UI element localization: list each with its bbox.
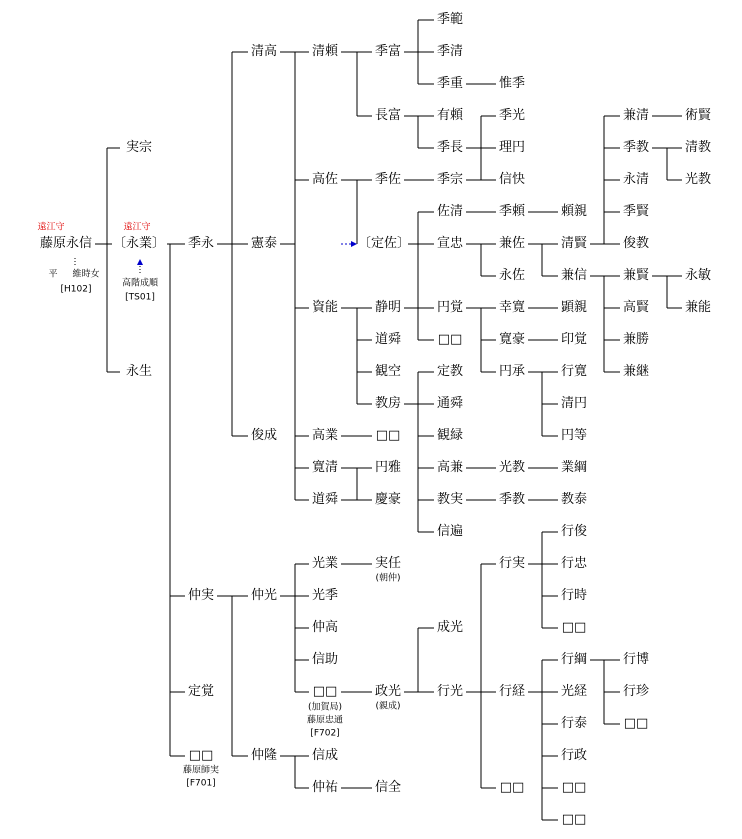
node-yukizane: 行実 [498, 556, 526, 571]
node-takanari-child: □□ [375, 428, 401, 443]
node-sq-yt2: □□ [561, 812, 587, 827]
node-suekiyo: 季清 [436, 44, 464, 59]
node-nobuyoshi: 信快 [498, 172, 526, 187]
node-nobuzen: 信全 [374, 780, 402, 795]
node-enra: 円等 [560, 428, 588, 443]
node-shino: 資能 [311, 300, 339, 315]
node-tsujun: 通舜 [436, 396, 464, 411]
note-ts01: [TS01] [125, 292, 155, 303]
note-fujiwara-morozane: 藤原師実 [182, 765, 220, 776]
node-jousa: 〔定佐〕 [357, 236, 411, 251]
node-kanku: 観空 [374, 364, 402, 379]
node-enkan: 円覚 [436, 300, 464, 315]
node-yukihiro-2: 行博 [622, 652, 650, 667]
node-suenori-2: 季教 [622, 140, 650, 155]
note-f701: [F701] [186, 778, 216, 789]
node-shinpen: 信遍 [436, 524, 464, 539]
node-suetomi: 季富 [374, 44, 402, 59]
node-nakazane: 仲実 [187, 588, 215, 603]
node-kiyotaka: 清高 [250, 44, 278, 59]
node-sq-kaga: □□ [312, 684, 338, 699]
node-yukitada: 行忠 [560, 556, 588, 571]
node-jokaku: 定覚 [187, 684, 215, 699]
node-suemune: 季宗 [436, 172, 464, 187]
node-yukitoshi: 行俊 [560, 524, 588, 539]
node-yukihiro: 行寛 [560, 364, 588, 379]
node-sq-yt3: □□ [623, 716, 649, 731]
node-fujiwara-naganobu: 藤原永信 [39, 236, 93, 251]
node-suerai: 季頼 [498, 204, 526, 219]
node-jutsuken: 術賢 [684, 108, 712, 123]
node-kanho: 寛豪 [498, 332, 526, 347]
node-jomei: 静明 [374, 300, 402, 315]
node-mitsunori: 光教 [684, 172, 712, 187]
node-dousyun-2: 道舜 [374, 332, 402, 347]
node-suesige: 季重 [436, 76, 464, 91]
note-korehime: 維時女 [72, 269, 100, 280]
node-suesuke: 季佐 [374, 172, 402, 187]
node-takasuke: 高佐 [311, 172, 339, 187]
node-narimitsu: 成光 [436, 620, 464, 635]
node-yukitsune: 行経 [498, 684, 526, 699]
node-kyobou: 教房 [374, 396, 402, 411]
node-mitsunari: 光業 [311, 556, 339, 571]
note-kaganotsubone: (加賀局) [307, 702, 343, 713]
node-masamitsu: 政光 [374, 684, 402, 699]
arrow-up-icon [137, 259, 143, 265]
node-kiyokata: 清賢 [560, 236, 588, 251]
node-nakataka: 仲隆 [250, 748, 278, 763]
node-ariyori: 有頼 [436, 108, 464, 123]
node-sanemune: 実宗 [125, 140, 153, 155]
node-kanenobu: 兼信 [560, 268, 588, 283]
node-kenshin: 顕親 [560, 300, 588, 315]
node-kansei: 寛清 [311, 460, 339, 475]
node-sanenin: 実任 [374, 556, 402, 571]
node-ml-sq: □□ [437, 332, 463, 347]
node-shinsei: 信成 [311, 748, 339, 763]
node-sq-yz: □□ [561, 620, 587, 635]
node-sakiyo: 佐清 [436, 204, 464, 219]
node-enga: 円雅 [374, 460, 402, 475]
node-kaneyoshi: 兼能 [684, 300, 712, 315]
node-sq-yukimitsu: □□ [499, 780, 525, 795]
node-kyotai: 教泰 [560, 492, 588, 507]
node-dousyun-1: 道舜 [311, 492, 339, 507]
node-eisei: 永生 [125, 364, 153, 379]
node-rien: 理円 [498, 140, 526, 155]
node-kenta: 憲泰 [250, 236, 278, 251]
node-kanetsugu: 兼継 [622, 364, 650, 379]
note-taira: 平 [48, 269, 58, 280]
node-nakataka-2: 仲高 [311, 620, 339, 635]
node-nakasuke: 仲祐 [311, 780, 339, 795]
node-nagatoshi: 永敏 [684, 268, 712, 283]
node-suenaga-2: 季長 [436, 140, 464, 155]
note-takashina: 高階成順 [121, 278, 159, 289]
node-nagasuke: 永佐 [498, 268, 526, 283]
node-jokyo: 定教 [436, 364, 464, 379]
node-kanekata: 兼賢 [622, 268, 650, 283]
node-yukimasa: 行政 [560, 748, 588, 763]
node-nakamitsu: 仲光 [250, 588, 278, 603]
node-takakata: 高賢 [622, 300, 650, 315]
node-kokan: 幸寛 [498, 300, 526, 315]
node-suekyo: 季教 [498, 492, 526, 507]
arrow-right-icon [351, 241, 357, 247]
node-yukitoki: 行時 [560, 588, 588, 603]
node-kanekiyo: 兼清 [622, 108, 650, 123]
node-kanesuke: 兼佐 [498, 236, 526, 251]
node-sq-yt1: □□ [561, 780, 587, 795]
node-iesue: 惟季 [498, 76, 526, 91]
note-f702: [F702] [310, 728, 340, 739]
node-seien: 清円 [560, 396, 588, 411]
node-kiyoyori: 清頼 [311, 44, 339, 59]
node-nagakiyo: 永清 [622, 172, 650, 187]
node-mitsusue: 光季 [311, 588, 339, 603]
node-kanekatsu: 兼勝 [622, 332, 650, 347]
node-kanroku: 観緑 [436, 428, 464, 443]
node-mitsutsune: 光経 [560, 684, 588, 699]
note-fujiwara-tadamichi: 藤原忠通 [306, 715, 344, 726]
node-suemitsu: 季光 [498, 108, 526, 123]
note-h102: [H102] [60, 284, 92, 295]
node-suenori: 季範 [436, 12, 464, 27]
node-sq-left: □□ [188, 748, 214, 763]
node-yukichin: 行珍 [622, 684, 650, 699]
node-kokyo: 光教 [498, 460, 526, 475]
node-yukitsuna: 行綱 [560, 652, 588, 667]
node-kiyonori: 清教 [684, 140, 712, 155]
node-inkaku: 印覚 [560, 332, 588, 347]
node-nagagyo: 〔永業〕 [112, 236, 166, 251]
node-keigo: 慶豪 [374, 492, 402, 507]
note-totomi-1: 遠江守 [37, 222, 65, 233]
node-nobusuke: 信助 [311, 652, 339, 667]
node-yorichika: 頼親 [560, 204, 588, 219]
note-totomi-2: 遠江守 [123, 222, 151, 233]
node-takakane: 高兼 [436, 460, 464, 475]
node-takanari: 高業 [311, 428, 339, 443]
node-yukiyasu: 行泰 [560, 716, 588, 731]
node-senchu: 宣忠 [436, 236, 464, 251]
node-gyoko: 業綱 [560, 460, 588, 475]
note-asanaka: (朝仲) [375, 573, 401, 584]
node-yukimitsu: 行光 [436, 684, 464, 699]
node-nagatomi: 長富 [374, 108, 402, 123]
node-shunsei: 俊成 [250, 428, 278, 443]
node-enjo: 円承 [498, 364, 526, 379]
note-shinsei: (親成) [375, 701, 401, 712]
node-shunki: 俊教 [622, 236, 650, 251]
node-kyojitsu: 教実 [436, 492, 464, 507]
node-suenaga: 季永 [187, 236, 215, 251]
node-suekata: 季賢 [622, 204, 650, 219]
